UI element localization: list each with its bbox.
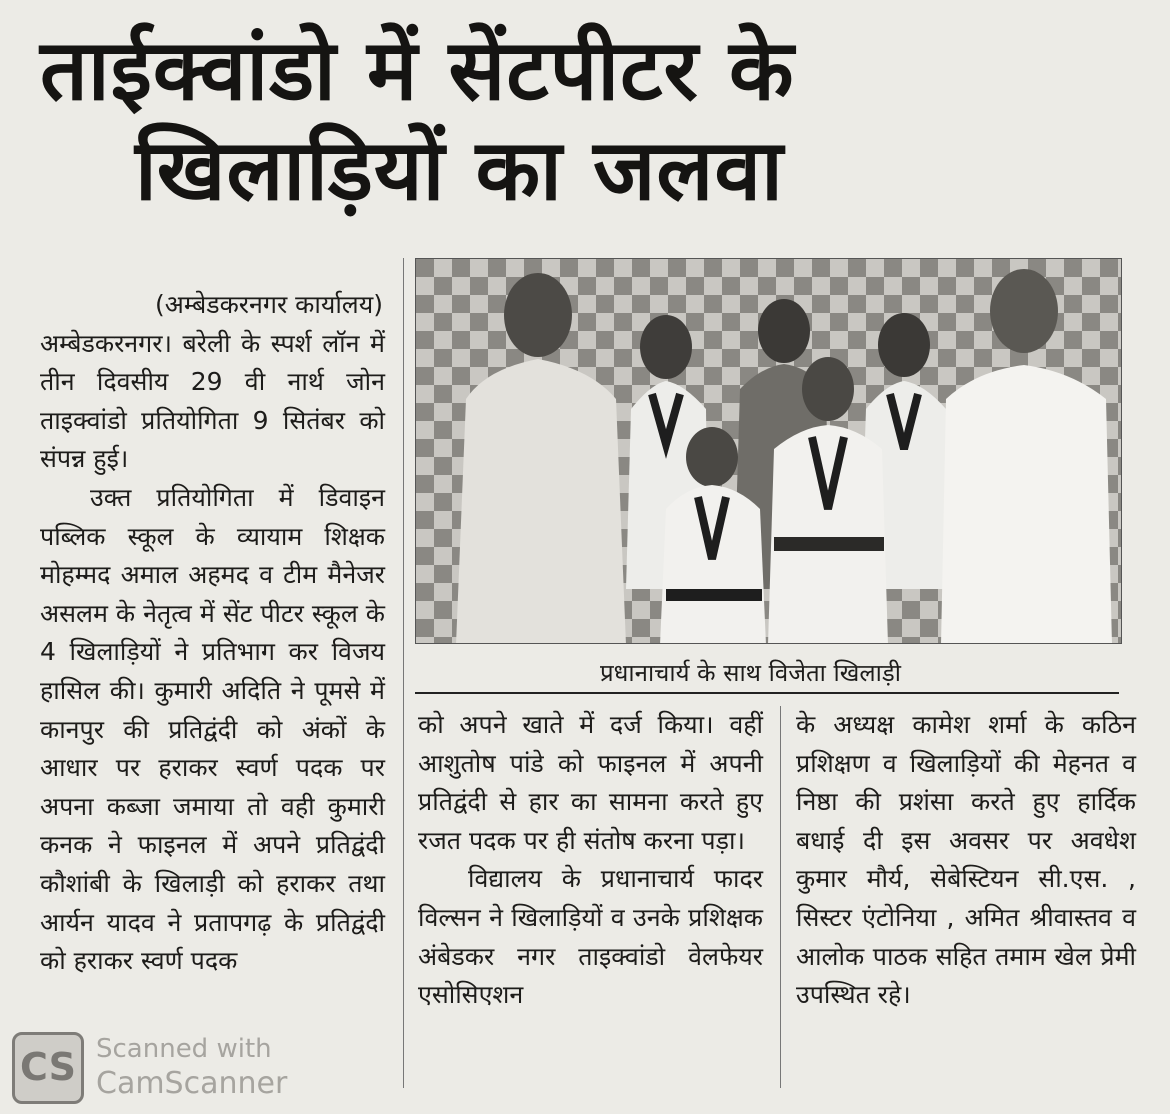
article-paragraph: उक्त प्रतियोगिता में डिवाइन पब्लिक स्कूल के व्यायाम शिक्षक मोहम्मद अमाल अहमद व टीम मैनेजर असलम के नेतृत्व में सेंट पीटर स्कूल के 4 खिलाड़ियों ने प्रतिभाग कर विजय हासिल की। कुमारी अदिति ने पूमसे में कानपुर की प्रतिद्वंदी को अंकों के आधार पर हराकर स्वर्ण पदक पर अपना कब्जा जमाया तो वही कुमारी कनक ने फाइनल में अपने प्रतिद्वंदी कौशांबी के खिलाड़ी को हराकर तथा आर्यन यादव ने प्रतापगढ़ के प्रतिद्वंदी को हराकर स्वर्ण पदक xyxy=(40,482,385,976)
watermark-line-1: Scanned with xyxy=(96,1034,272,1064)
watermark-line-2: CamScanner xyxy=(96,1066,288,1101)
column-divider xyxy=(403,258,404,1088)
article-column-2 xyxy=(418,706,763,1015)
column-divider xyxy=(780,706,781,1088)
camscanner-watermark xyxy=(8,1028,338,1108)
photo-caption: प्रधानाचार्य के साथ विजेता खिलाड़ी xyxy=(600,659,901,687)
camscanner-logo: CS xyxy=(12,1032,84,1104)
article-column-1 xyxy=(40,286,385,981)
headline-line-2: खिलाड़ियों का जलवा xyxy=(135,121,784,219)
news-photo xyxy=(415,258,1122,644)
article-paragraph: को अपने खाते में दर्ज किया। वहीं आशुतोष पांडे को फाइनल में अपनी प्रतिद्वंदी से हार का सामना करते हुए रजत पदक पर ही संतोष करना पड़ा। xyxy=(418,710,763,855)
headline xyxy=(40,20,1130,220)
group-photo-illustration xyxy=(416,259,1122,644)
article-paragraph: के अध्यक्ष कामेश शर्मा के कठिन प्रशिक्षण व खिलाड़ियों की मेहनत व निष्ठा की प्रशंसा करते हुए हार्दिक बधाई दी इस अवसर पर अवधेश कुमार मौर्य, सेबेस्टियन सी.एस. , सिस्टर एंटोनिया , अमित श्रीवास्तव व आलोक पाठक सहित तमाम खेल प्रेमी उपस्थित रहे। xyxy=(796,710,1136,1010)
caption-divider xyxy=(415,692,1119,694)
headline-line-1: ताईक्वांडो में सेंटपीटर के xyxy=(40,21,795,119)
article-paragraph: अम्बेडकरनगर। बरेली के स्पर्श लॉन में तीन दिवसीय 29 वी नार्थ जोन ताइक्वांडो प्रतियोगिता 9 सितंबर को संपन्न हुई। xyxy=(40,328,385,474)
article-column-3 xyxy=(796,706,1136,1015)
article-paragraph: विद्यालय के प्रधानाचार्य फादर विल्सन ने खिलाड़ियों व उनके प्रशिक्षक अंबेडकर नगर ताइक्वांडो वेलफेयर एसोसिएशन xyxy=(418,864,763,1010)
dateline: (अम्बेडकरनगर कार्यालय) xyxy=(154,290,383,319)
